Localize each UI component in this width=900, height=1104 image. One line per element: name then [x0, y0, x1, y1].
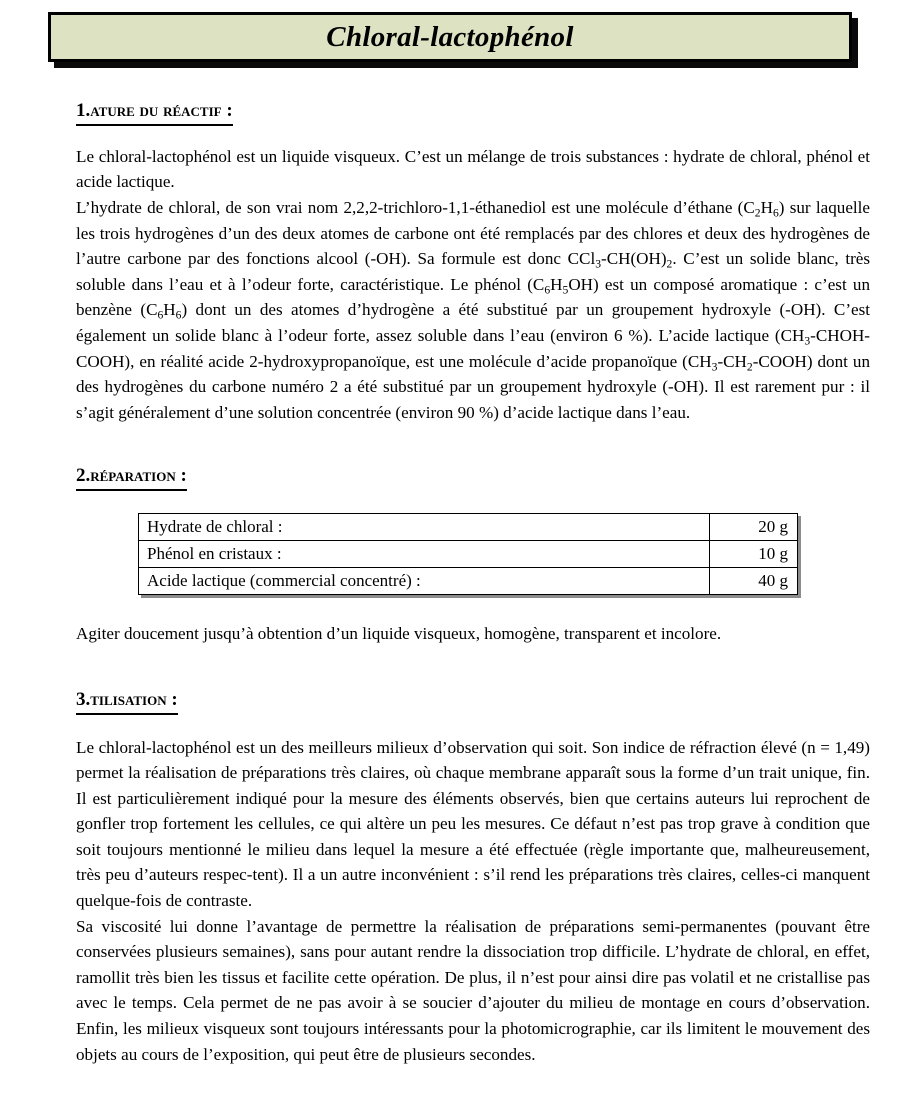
preparation-instruction: Agiter doucement jusqu’à obtention d’un liquide visqueux, homogène, transparent et incolore.	[76, 624, 722, 644]
np2-part5: . C’est un solide blanc, très soluble dans l’eau et à l’odeur forte, caractéristique. Le phénol (C	[76, 249, 870, 294]
np2-part12: -COOH) dont un des hydrogènes du carbone numéro 2 a été substitué par un groupement hydroxyle (-OH). Il est rarement pur : il s’agit généralement d’une solution concentrée (environ 90 %) d’acide lactique dans l’eau.	[76, 351, 870, 422]
np2-sub3: 3	[595, 257, 602, 271]
np2-sub6: 5	[562, 283, 569, 297]
ingredient-quantity: 40 g	[710, 568, 798, 595]
np2-sub10: 3	[711, 359, 718, 373]
table-row	[139, 541, 798, 568]
ingredient-quantity: 20 g	[710, 514, 798, 541]
np2-part7: OH) est un composé aromatique : c’est un benzène (C	[76, 274, 870, 320]
np2-part1: L’hydrate de chloral, de son vrai nom 2,2,2-trichloro-1,1-éthanediol est une molécule d’éthane (C	[76, 197, 755, 217]
table-row	[139, 568, 798, 595]
ingredient-name: Hydrate de chloral :	[139, 514, 710, 541]
section-heading-utilisation	[76, 689, 178, 715]
np2-part2: H	[760, 197, 773, 217]
section-heading-preparation	[76, 465, 187, 491]
section-2-number: 2.	[76, 465, 91, 487]
np2-part9: ) dont un des atomes d’hydrogène a été substitué par un groupement hydroxyle (-OH). C’est également un solide blanc à l’odeur forte, assez soluble dans l’eau (environ 6 %). L’acide lactique (CH	[76, 300, 870, 345]
preparation-table	[138, 513, 798, 595]
ingredient-name: Phénol en cristaux :	[139, 541, 710, 568]
np2-sub9: 3	[804, 334, 811, 348]
page-title: Chloral-lactophénol	[326, 20, 574, 53]
title-banner-container	[48, 12, 852, 62]
section-1-heading-row	[76, 100, 870, 126]
np2-sub1: 2	[754, 206, 761, 220]
table-row	[139, 514, 798, 541]
document-content	[76, 100, 870, 1067]
utilisation-paragraph-1: Le chloral-lactophénol est un des meilleurs milieux d’observation qui soit. Son indice de réfraction élevé (n = 1,49) permet la réalisation de préparations très claires, où chaque membrane apparaît sous la forme d’un trait unique, fin. Il est particulièrement indiqué pour la mesure des éléments observés, bien que certains auteurs lui reprochent de gonfler trop fortement les cellules, ce qui altère un peu les mesures. Ce défaut n’est pas trop grave à condition que soit toujours mentionné le milieu dans lequel la mesure a été effectuée (règle importante que, malheureusement, très peu d’auteurs respec-tent). Il a un autre inconvénient : s’il rend les préparations très claires, celles-ci manquent quelque-fois de contraste.	[76, 737, 870, 911]
np2-part4: -CH(OH)	[601, 249, 667, 269]
np2-part6: H	[550, 274, 563, 294]
np2-part10: -CHOH-COOH), en réalité acide 2-hydroxypropanoïque, est une molécule d’acide propanoïque (CH	[76, 325, 870, 371]
nature-paragraph-2	[76, 195, 870, 425]
section-3-number: 3.	[76, 688, 91, 710]
utilisation-paragraph-2: Sa viscosité lui donne l’avantage de permettre la réalisation de préparations semi-permanentes (pouvant être conservées plusieurs semaines), sans pour autant rendre la dissociation trop difficile. L’hydrate de chloral, en effet, ramollit très bien les tissus et facilite cette opération. De plus, il n’est pour ainsi dire pas volatil et ne cristallise pas avec le temps. Cela permet de ne pas avoir à se soucier d’ajouter du milieu de montage en cours d’observation. Enfin, les milieux visqueux sont toujours intéressants pour la photomicrographie, car ils limitent le mouvement des objets au cours de l’exposition, qui peut être de plusieurs secondes.	[76, 916, 870, 1064]
np2-sub4: 2	[666, 257, 673, 271]
np2-sub2: 6	[772, 206, 779, 220]
nature-paragraph-1: Le chloral-lactophénol est un liquide visqueux. C’est un mélange de trois substances : hydrate de chloral, phénol et acide lactique.	[76, 146, 870, 192]
np2-sub7: 6	[157, 308, 164, 322]
np2-sub5: 6	[544, 283, 551, 297]
ingredient-name: Acide lactique (commercial concentré) :	[139, 568, 710, 595]
np2-sub8: 6	[175, 308, 182, 322]
np2-sub11: 2	[746, 359, 753, 373]
section-3-heading-row	[76, 689, 870, 715]
np2-part3: ) sur laquelle les trois hydrogènes d’un des deux atomes de carbone ont été remplacés par des chlores et deux des hydrogènes de l’autre carbone par des fonctions alcool (-OH). Sa formule est donc CCl	[76, 197, 871, 269]
np2-part11: -CH	[717, 351, 747, 371]
section-1-number: 1.	[76, 100, 91, 121]
ingredient-quantity: 10 g	[710, 541, 798, 568]
section-heading-nature	[76, 100, 233, 126]
np2-part8: H	[163, 300, 176, 320]
section-2-heading-row	[76, 465, 870, 491]
preparation-table-container	[138, 513, 798, 595]
section-3-title: tilisation :	[90, 688, 178, 710]
title-banner	[48, 12, 852, 62]
section-2-title: réparation :	[90, 465, 187, 487]
section-1-title: ature du réactif :	[90, 100, 233, 121]
